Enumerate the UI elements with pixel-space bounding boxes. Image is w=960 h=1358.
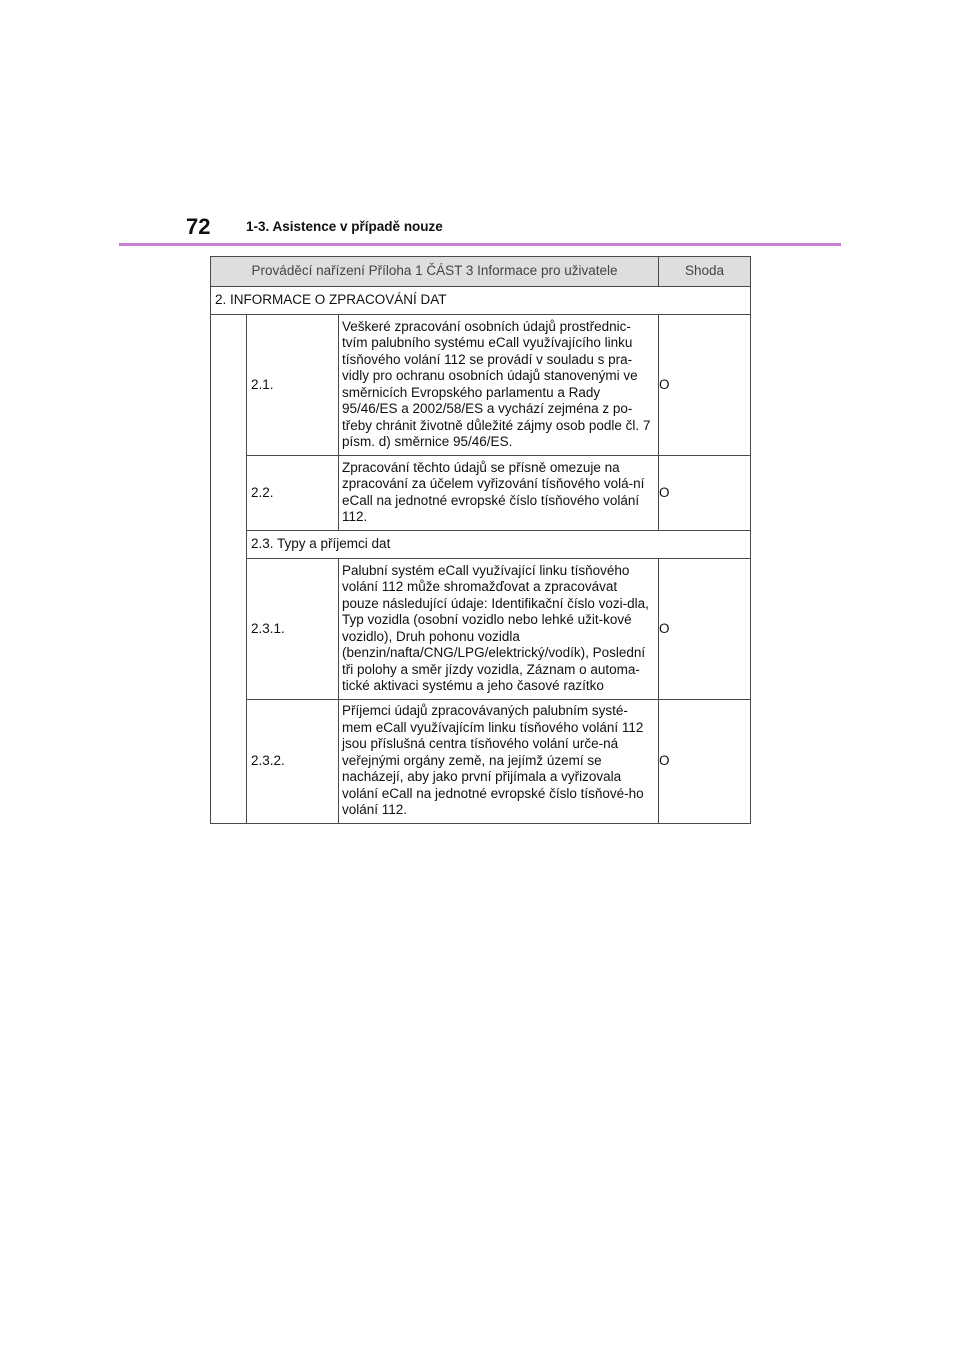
- compliance-mark: O: [659, 456, 751, 531]
- compliance-mark: O: [659, 315, 751, 456]
- subsection-row: [211, 531, 751, 559]
- compliance-table: [210, 256, 751, 824]
- row-number: 2.1.: [247, 315, 339, 456]
- row-number: 2.3.2.: [247, 700, 339, 824]
- row-number: 2.2.: [247, 456, 339, 531]
- table-row: [211, 315, 751, 456]
- compliance-mark: O: [659, 559, 751, 700]
- compliance-mark: O: [659, 700, 751, 824]
- indent-cell: [211, 315, 247, 824]
- section-row: [211, 287, 751, 315]
- table-header-row: [211, 257, 751, 287]
- row-text: Veškeré zpracování osobních údajů prostřednic-tvím palubního systému eCall využívajícího linku tísňového volání 112 se provádí v souladu s pra-vidly pro ochranu osobních údajů stanovenými ve směrnicích Evropského parlamentu a Rady 95/46/ES a 2002/58/ES a vychází zejména z po-třeby chránit životně důležité zájmy osob podle čl. 7 písm. d) směrnice 95/46/ES.: [339, 315, 659, 456]
- header-divider: [119, 243, 841, 246]
- section-title: 1-3. Asistence v případě nouze: [246, 219, 443, 234]
- row-number: 2.3.1.: [247, 559, 339, 700]
- row-text: Zpracování těchto údajů se přísně omezuje na zpracování za účelem vyřizování tísňového volá-ní eCall na jednotné evropské číslo tísňového volání 112.: [339, 456, 659, 531]
- subsection-heading: 2.3. Typy a příjemci dat: [247, 531, 751, 559]
- table-row: [211, 700, 751, 824]
- row-text: Palubní systém eCall využívající linku tísňového volání 112 může shromažďovat a zpracovávat pouze následující údaje: Identifikační číslo vozi-dla, Typ vozidla (osobní vozidlo nebo lehké užit-kové vozidlo), Druh pohonu vozidla (benzin/nafta/CNG/LPG/elektrický/vodík), Poslední tři polohy a směr jízdy vozidla, Záznam o automa-tické aktivaci systému a jeho časové razítko: [339, 559, 659, 700]
- column-header-requirement: Prováděcí nařízení Příloha 1 ČÁST 3 Informace pro uživatele: [211, 257, 659, 287]
- table-row: [211, 559, 751, 700]
- column-header-compliance: Shoda: [659, 257, 751, 287]
- page-number: 72: [186, 214, 211, 239]
- table-row: [211, 456, 751, 531]
- row-text: Příjemci údajů zpracovávaných palubním systé-mem eCall využívajícím linku tísňového volání 112 jsou příslušná centra tísňového volání urče-ná veřejnými orgány země, na jejímž území se nacházejí, aby jako první přijímala a vyřizovala volání eCall na jednotné evropské číslo tísňové-ho volání 112.: [339, 700, 659, 824]
- section-heading: 2. INFORMACE O ZPRACOVÁNÍ DAT: [211, 287, 751, 315]
